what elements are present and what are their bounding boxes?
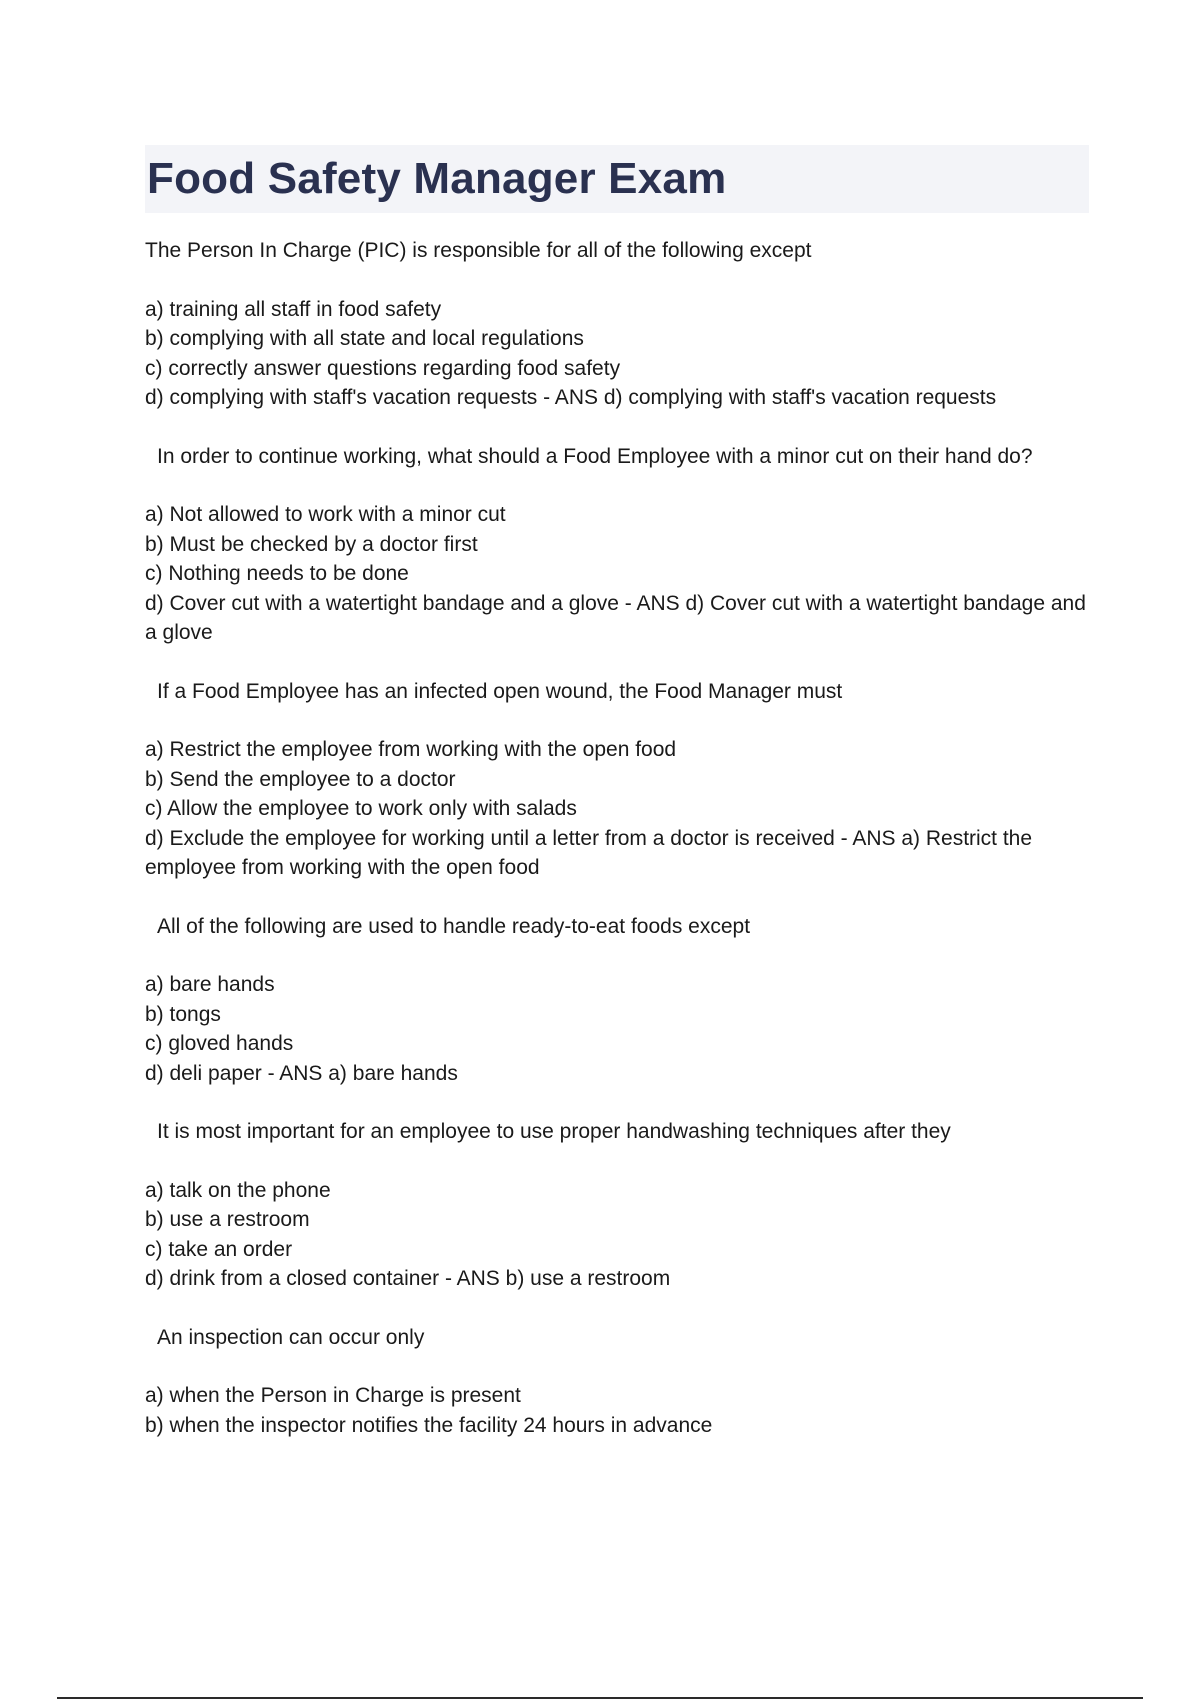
question-prompt: The Person In Charge (PIC) is responsible for all of the following except (145, 239, 812, 262)
answer-options (145, 1381, 1095, 1440)
question-list (145, 236, 1095, 1469)
answer-options (145, 735, 1095, 883)
answer-option: d) deli paper - ANS a) bare hands (145, 1061, 458, 1085)
page-title: Food Safety Manager Exam (147, 154, 727, 203)
answer-option: a) Restrict the employee from working with the open food (145, 738, 677, 761)
answer-option: d) Exclude the employee for working until a letter from a doctor is received - ANS a) Restrict the employee from working with the open food (145, 826, 1033, 879)
answer-option: c) Nothing needs to be done (145, 562, 409, 585)
answer-option: b) complying with all state and local regulations (145, 327, 584, 350)
answer-option: b) use a restroom (145, 1208, 310, 1231)
answer-option: c) gloved hands (145, 1032, 294, 1055)
answer-option: d) complying with staff's vacation requests - ANS d) complying with staff's vacation requests (145, 386, 997, 409)
answer-option: a) training all staff in food safety (145, 297, 442, 321)
answer-option: b) Must be checked by a doctor first (145, 532, 478, 556)
answer-option: c) correctly answer questions regarding food safety (145, 356, 621, 380)
answer-option: b) when the inspector notifies the facility 24 hours in advance (145, 1413, 713, 1437)
question-prompt: In order to continue working, what should a Food Employee with a minor cut on their hand do? (157, 444, 1033, 468)
question-prompt: It is most important for an employee to use proper handwashing techniques after they (157, 1120, 951, 1143)
answer-options (145, 295, 1095, 413)
answer-option: b) tongs (145, 1002, 221, 1026)
answer-option: c) take an order (145, 1237, 293, 1261)
answer-option: b) Send the employee to a doctor (145, 767, 456, 791)
answer-option: a) bare hands (145, 973, 275, 996)
answer-options (145, 1176, 1095, 1294)
answer-options (145, 500, 1095, 648)
answer-option: c) Allow the employee to work only with salads (145, 797, 577, 820)
answer-option: a) when the Person in Charge is present (145, 1384, 521, 1407)
question-prompt: All of the following are used to handle ready-to-eat foods except (157, 914, 751, 938)
answer-option: d) drink from a closed container - ANS b) use a restroom (145, 1267, 671, 1290)
question-prompt: If a Food Employee has an infected open wound, the Food Manager must (157, 679, 843, 703)
answer-option: d) Cover cut with a watertight bandage and a glove - ANS d) Cover cut with a watertight bandage and a glove (145, 591, 1086, 644)
title-banner (145, 145, 1089, 213)
page-bottom-divider (57, 1697, 1143, 1699)
answer-option: a) talk on the phone (145, 1178, 331, 1202)
answer-option: a) Not allowed to work with a minor cut (145, 503, 506, 526)
question-prompt: An inspection can occur only (157, 1325, 425, 1349)
answer-options (145, 970, 1095, 1088)
